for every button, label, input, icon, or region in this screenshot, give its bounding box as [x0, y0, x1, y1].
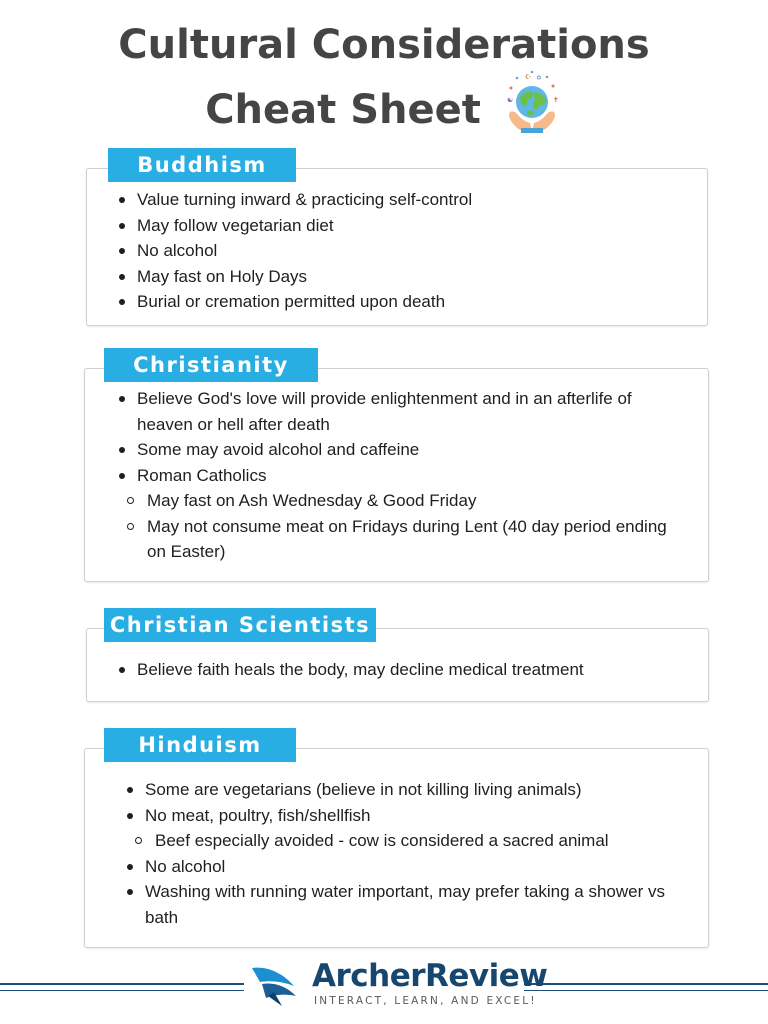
section-card-hinduism	[84, 748, 709, 948]
list-item-label: No meat, poultry, fish/shellfish	[145, 805, 371, 825]
section-card-christianity	[84, 368, 709, 582]
svg-text:☯: ☯	[506, 96, 514, 104]
list-item: No alcohol	[115, 238, 695, 264]
footer-divider-right-thin	[524, 990, 768, 991]
list-item	[115, 463, 675, 565]
list-item: Value turning inward & practicing self-control	[115, 187, 695, 213]
list-item: Some are vegetarians (believe in not killing living animals)	[123, 777, 683, 803]
section-card-buddhism	[86, 168, 708, 326]
sub-list-item: Beef especially avoided - cow is considered a sacred animal	[123, 828, 683, 854]
svg-text:✡: ✡	[535, 74, 542, 82]
section-heading-christian-scientists: Christian Scientists	[104, 608, 376, 642]
archer-wing-logo-icon	[248, 956, 304, 1015]
bullet-list	[115, 187, 695, 315]
bullet-list	[115, 386, 675, 565]
list-item: Believe God's love will provide enlightenment and in an afterlife of heaven or hell after death	[115, 386, 675, 437]
globe-in-hands-icon	[501, 68, 563, 148]
list-item: May follow vegetarian diet	[115, 213, 695, 239]
footer-divider-right	[524, 983, 768, 985]
sub-list-item: May fast on Ash Wednesday & Good Friday	[115, 488, 675, 514]
list-item: Believe faith heals the body, may decline medical treatment	[115, 657, 695, 683]
title-line-1: Cultural Considerations	[118, 22, 650, 68]
list-item: No alcohol	[123, 854, 683, 880]
footer-divider-left-thin	[0, 990, 244, 991]
sub-list-item: May not consume meat on Fridays during Lent (40 day period ending on Easter)	[115, 514, 675, 565]
svg-text:☪: ☪	[524, 73, 532, 81]
list-item: Some may avoid alcohol and caffeine	[115, 437, 675, 463]
list-item: May fast on Holy Days	[115, 264, 695, 290]
list-item	[123, 803, 683, 854]
section-heading-buddhism: Buddhism	[108, 148, 296, 182]
sub-list	[123, 828, 683, 854]
page-title	[0, 18, 768, 152]
list-item-label: Roman Catholics	[137, 465, 267, 485]
list-item: Washing with running water important, may prefer taking a shower vs bath	[123, 879, 683, 930]
brand-tagline: INTERACT, LEARN, AND EXCEL!	[314, 995, 537, 1007]
sub-list	[115, 488, 675, 565]
title-line-2-row	[0, 72, 768, 152]
svg-text:✝: ✝	[552, 96, 559, 104]
section-heading-christianity: Christianity	[104, 348, 318, 382]
list-item: Burial or cremation permitted upon death	[115, 289, 695, 315]
brand-name: ArcherReview	[312, 958, 548, 994]
bullet-list	[123, 777, 683, 930]
footer-divider-left	[0, 983, 244, 985]
bullet-list	[115, 657, 695, 683]
section-heading-hinduism: Hinduism	[104, 728, 296, 762]
title-line-2: Cheat Sheet	[205, 87, 481, 133]
